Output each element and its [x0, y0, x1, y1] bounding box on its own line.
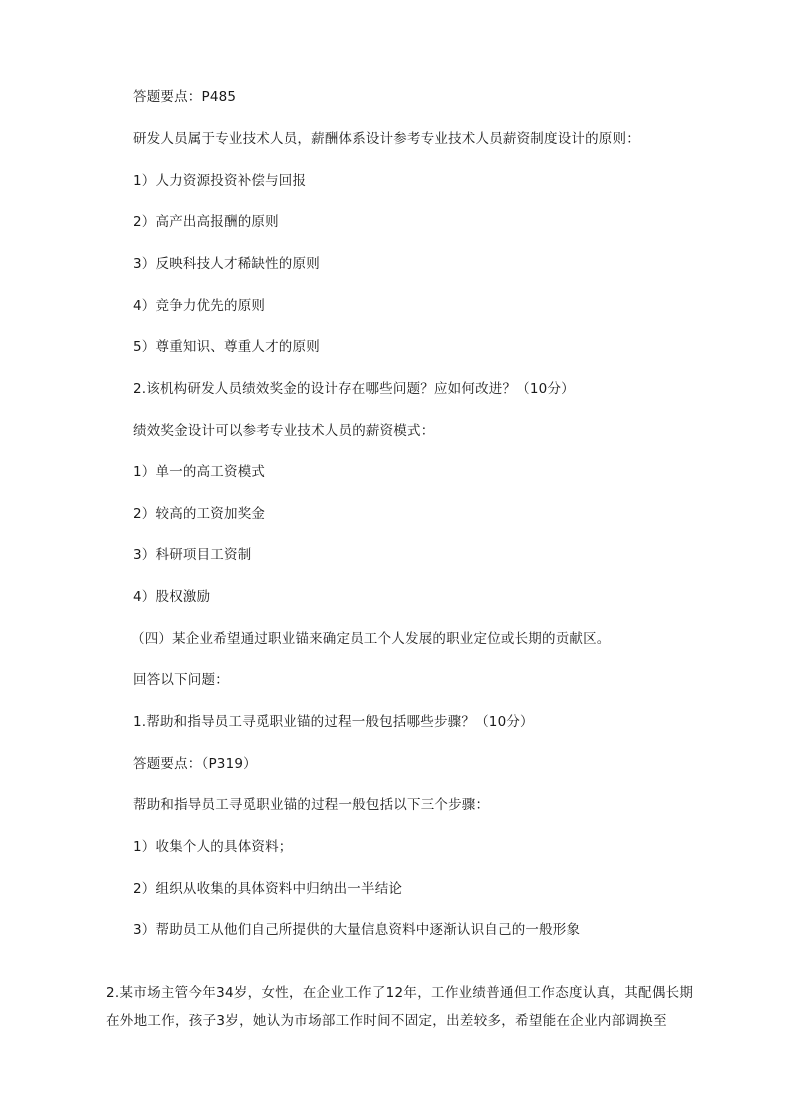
text-line: 答题要点：（P319）: [133, 756, 257, 772]
text-line: （四）某企业希望通过职业锚来确定员工个人发展的职业定位或长期的贡献区。: [131, 631, 611, 647]
text-line: 4）竞争力优先的原则: [133, 298, 266, 314]
text-line: 3）帮助员工从他们自己所提供的大量信息资料中逐渐认识自己的一般形象: [133, 922, 581, 938]
text-line: 3）反映科技人才稀缺性的原则: [133, 256, 320, 272]
text-line: 2.该机构研发人员绩效奖金的设计存在哪些问题？应如何改进？（10分）: [133, 381, 575, 397]
text-line: 研发人员属于专业技术人员，薪酬体系设计参考专业技术人员薪资制度设计的原则：: [133, 131, 640, 147]
text-line: 1）人力资源投资补偿与回报: [133, 173, 307, 189]
text-line: 2）高产出高报酬的原则: [133, 214, 279, 230]
text-line: 3）科研项目工资制: [133, 547, 252, 563]
text-line: 2）组织从收集的具体资料中归纳出一半结论: [133, 881, 403, 897]
text-line: 绩效奖金设计可以参考专业技术人员的薪资模式：: [133, 423, 435, 439]
text-line: 4）股权激励: [133, 589, 211, 605]
text-line: 1.帮助和指导员工寻觅职业锚的过程一般包括哪些步骤？（10分）: [133, 714, 534, 730]
text-line: 帮助和指导员工寻觅职业锚的过程一般包括以下三个步骤：: [133, 797, 490, 813]
question-paragraph: 2.某市场主管今年34岁，女性，在企业工作了12年，工作业绩普通但工作态度认真，其配偶长期在外地工作，孩子3岁，她认为市场部工作时间不固定，出差较多，希望能在企业内部调换至: [106, 985, 694, 1029]
text-line: 5）尊重知识、尊重人才的原则: [133, 339, 320, 355]
text-line: 回答以下问题：: [133, 672, 229, 688]
text-line: 1）收集个人的具体资料；: [133, 839, 293, 855]
text-line: 1）单一的高工资模式: [133, 464, 266, 480]
text-line: 2）较高的工资加奖金: [133, 506, 266, 522]
text-line: 答题要点：P485: [133, 89, 237, 105]
